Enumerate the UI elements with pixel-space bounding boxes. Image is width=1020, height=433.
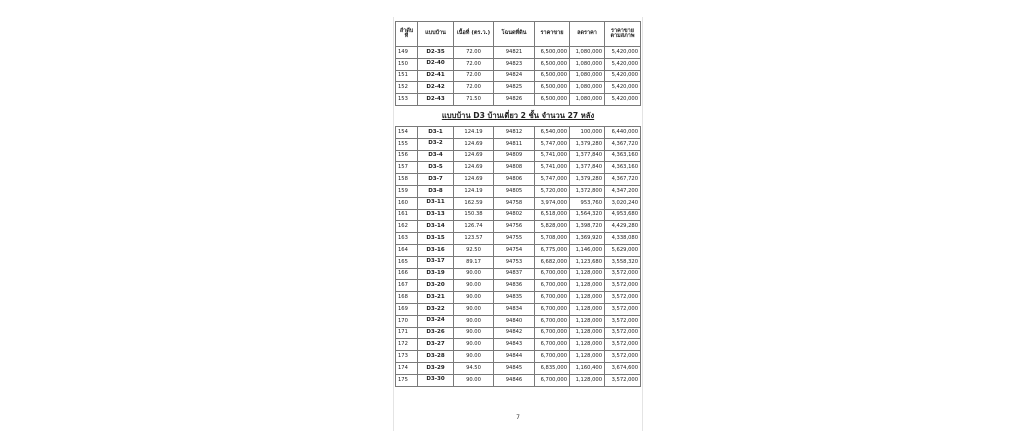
area-cell: 90.00 [454,351,494,363]
area-cell: 90.00 [454,280,494,292]
sale-price-cell: 3,572,000 [605,339,641,351]
area-cell: 90.00 [454,268,494,280]
deed-number-cell: 94824 [494,70,535,82]
house-model-cell: D2-41 [418,70,454,82]
price-cell: 6,700,000 [535,280,570,292]
discount-cell: 1,372,800 [570,185,605,197]
deed-number-cell: 94842 [494,327,535,339]
price-table [395,21,641,387]
house-model-cell: D3-17 [418,256,454,268]
area-cell: 71.50 [454,94,494,106]
row-index-cell: 164 [396,244,418,256]
sale-price-cell: 4,429,280 [605,221,641,233]
table-row [396,362,641,374]
deed-number-cell: 94806 [494,174,535,186]
area-cell: 90.00 [454,292,494,304]
sale-price-cell: 5,420,000 [605,47,641,59]
row-index-cell: 162 [396,221,418,233]
row-index-cell: 169 [396,303,418,315]
price-cell: 6,500,000 [535,94,570,106]
row-index-cell: 150 [396,58,418,70]
sale-price-cell: 5,420,000 [605,94,641,106]
price-cell: 6,700,000 [535,315,570,327]
area-cell: 124.19 [454,185,494,197]
header-cell: ราคาขาย [535,22,570,47]
house-model-cell: D3-22 [418,303,454,315]
area-cell: 150.38 [454,209,494,221]
price-cell: 5,741,000 [535,162,570,174]
discount-cell: 1,128,000 [570,327,605,339]
deed-number-cell: 94826 [494,94,535,106]
table-row [396,303,641,315]
table-row [396,47,641,59]
discount-cell: 1,128,000 [570,292,605,304]
price-cell: 5,747,000 [535,138,570,150]
price-cell: 5,741,000 [535,150,570,162]
price-cell: 6,500,000 [535,70,570,82]
deed-number-cell: 94754 [494,244,535,256]
sale-price-cell: 4,363,160 [605,150,641,162]
header-cell: โฉนดที่ดิน [494,22,535,47]
deed-number-cell: 94836 [494,280,535,292]
deed-number-cell: 94802 [494,209,535,221]
price-cell: 6,700,000 [535,327,570,339]
table-row [396,280,641,292]
discount-cell: 1,128,000 [570,351,605,363]
discount-cell: 1,080,000 [570,70,605,82]
area-cell: 162.59 [454,197,494,209]
table-row [396,233,641,245]
section-title: แบบบ้าน D3 บ้านเดี่ยว 2 ชั้น จำนวน 27 หลัง [441,111,595,121]
table-row [396,351,641,363]
sale-price-cell: 5,420,000 [605,82,641,94]
deed-number-cell: 94805 [494,185,535,197]
house-model-cell: D2-42 [418,82,454,94]
house-model-cell: D3-28 [418,351,454,363]
table-row [396,185,641,197]
house-model-cell: D3-1 [418,126,454,138]
house-model-cell: D3-11 [418,197,454,209]
header-cell: ลำดับที่ [396,22,418,47]
house-model-cell: D3-26 [418,327,454,339]
discount-cell: 1,123,680 [570,256,605,268]
header-cell: ลดราคา [570,22,605,47]
sale-price-cell: 5,420,000 [605,70,641,82]
deed-number-cell: 94840 [494,315,535,327]
row-index-cell: 163 [396,233,418,245]
discount-cell: 1,564,320 [570,209,605,221]
table-row [396,162,641,174]
price-cell: 6,700,000 [535,351,570,363]
table-header-row [396,22,641,47]
price-cell: 6,700,000 [535,374,570,386]
table-row [396,244,641,256]
table-row [396,221,641,233]
sale-price-cell: 3,572,000 [605,280,641,292]
house-model-cell: D2-43 [418,94,454,106]
area-cell: 72.00 [454,58,494,70]
price-cell: 6,775,000 [535,244,570,256]
price-cell: 6,540,000 [535,126,570,138]
area-cell: 94.50 [454,362,494,374]
sale-price-cell: 3,572,000 [605,374,641,386]
area-cell: 124.69 [454,138,494,150]
sale-price-cell: 3,572,000 [605,351,641,363]
price-cell: 6,700,000 [535,292,570,304]
table-row [396,174,641,186]
deed-number-cell: 94821 [494,47,535,59]
discount-cell: 1,080,000 [570,47,605,59]
table-row [396,138,641,150]
row-index-cell: 157 [396,162,418,174]
discount-cell: 1,128,000 [570,339,605,351]
area-cell: 90.00 [454,303,494,315]
deed-number-cell: 94755 [494,233,535,245]
row-index-cell: 156 [396,150,418,162]
deed-number-cell: 94811 [494,138,535,150]
table-row [396,82,641,94]
price-cell: 6,500,000 [535,82,570,94]
house-model-cell: D2-40 [418,58,454,70]
area-cell: 72.00 [454,82,494,94]
price-cell: 6,700,000 [535,339,570,351]
area-cell: 72.00 [454,70,494,82]
price-cell: 6,500,000 [535,47,570,59]
house-model-cell: D3-2 [418,138,454,150]
row-index-cell: 151 [396,70,418,82]
price-cell: 5,720,000 [535,185,570,197]
table-row [396,256,641,268]
price-cell: 6,700,000 [535,303,570,315]
sale-price-cell: 4,338,080 [605,233,641,245]
table-row [396,209,641,221]
discount-cell: 1,128,000 [570,268,605,280]
area-cell: 90.00 [454,374,494,386]
area-cell: 124.69 [454,162,494,174]
page-number: 7 [516,414,520,421]
deed-number-cell: 94753 [494,256,535,268]
area-cell: 92.50 [454,244,494,256]
row-index-cell: 174 [396,362,418,374]
row-index-cell: 159 [396,185,418,197]
sale-price-cell: 3,572,000 [605,292,641,304]
deed-number-cell: 94756 [494,221,535,233]
deed-number-cell: 94835 [494,292,535,304]
house-model-cell: D3-21 [418,292,454,304]
area-cell: 89.17 [454,256,494,268]
document-page [393,17,643,431]
row-index-cell: 149 [396,47,418,59]
row-index-cell: 154 [396,126,418,138]
row-index-cell: 165 [396,256,418,268]
table-row [396,315,641,327]
price-cell: 5,708,000 [535,233,570,245]
discount-cell: 1,128,000 [570,280,605,292]
deed-number-cell: 94808 [494,162,535,174]
price-cell: 6,835,000 [535,362,570,374]
deed-number-cell: 94823 [494,58,535,70]
row-index-cell: 171 [396,327,418,339]
price-cell: 5,828,000 [535,221,570,233]
row-index-cell: 161 [396,209,418,221]
deed-number-cell: 94834 [494,303,535,315]
table-row [396,58,641,70]
house-model-cell: D3-4 [418,150,454,162]
deed-number-cell: 94825 [494,82,535,94]
house-model-cell: D3-7 [418,174,454,186]
house-model-cell: D3-8 [418,185,454,197]
house-model-cell: D3-29 [418,362,454,374]
house-model-cell: D3-20 [418,280,454,292]
sale-price-cell: 4,953,680 [605,209,641,221]
area-cell: 90.00 [454,327,494,339]
sale-price-cell: 5,629,000 [605,244,641,256]
discount-cell: 1,379,280 [570,174,605,186]
discount-cell: 1,080,000 [570,94,605,106]
sale-price-cell: 3,572,000 [605,268,641,280]
discount-cell: 1,128,000 [570,303,605,315]
sale-price-cell: 4,347,200 [605,185,641,197]
header-cell: ราคาขาย ตามสภาพ [605,22,641,47]
table-row [396,126,641,138]
deed-number-cell: 94844 [494,351,535,363]
table-row [396,70,641,82]
house-model-cell: D3-24 [418,315,454,327]
deed-number-cell: 94843 [494,339,535,351]
row-index-cell: 160 [396,197,418,209]
area-cell: 124.19 [454,126,494,138]
deed-number-cell: 94809 [494,150,535,162]
discount-cell: 1,128,000 [570,374,605,386]
row-index-cell: 175 [396,374,418,386]
table-row [396,339,641,351]
sale-price-cell: 4,363,160 [605,162,641,174]
sale-price-cell: 3,558,320 [605,256,641,268]
table-row [396,94,641,106]
header-cell: เนื้อที่ (ตร.ว.) [454,22,494,47]
table-row [396,150,641,162]
house-model-cell: D2-35 [418,47,454,59]
row-index-cell: 158 [396,174,418,186]
discount-cell: 1,146,000 [570,244,605,256]
house-model-cell: D3-19 [418,268,454,280]
area-cell: 123.57 [454,233,494,245]
deed-number-cell: 94812 [494,126,535,138]
table-row [396,327,641,339]
header-cell: แบบบ้าน [418,22,454,47]
deed-number-cell: 94845 [494,362,535,374]
row-index-cell: 153 [396,94,418,106]
row-index-cell: 152 [396,82,418,94]
price-cell: 6,500,000 [535,58,570,70]
row-index-cell: 155 [396,138,418,150]
house-model-cell: D3-14 [418,221,454,233]
house-model-cell: D3-13 [418,209,454,221]
area-cell: 126.74 [454,221,494,233]
row-index-cell: 173 [396,351,418,363]
deed-number-cell: 94837 [494,268,535,280]
price-cell: 3,974,000 [535,197,570,209]
sale-price-cell: 3,572,000 [605,303,641,315]
area-cell: 72.00 [454,47,494,59]
area-cell: 124.69 [454,174,494,186]
house-model-cell: D3-5 [418,162,454,174]
row-index-cell: 166 [396,268,418,280]
sale-price-cell: 4,367,720 [605,138,641,150]
sale-price-cell: 4,367,720 [605,174,641,186]
discount-cell: 1,080,000 [570,58,605,70]
area-cell: 124.69 [454,150,494,162]
sale-price-cell: 5,420,000 [605,58,641,70]
price-cell: 6,518,000 [535,209,570,221]
discount-cell: 1,379,280 [570,138,605,150]
table-row [396,268,641,280]
sale-price-cell: 6,440,000 [605,126,641,138]
section-title-row [396,105,641,126]
house-model-cell: D3-27 [418,339,454,351]
deed-number-cell: 94758 [494,197,535,209]
table-row [396,197,641,209]
sale-price-cell: 3,572,000 [605,315,641,327]
price-cell: 6,700,000 [535,268,570,280]
row-index-cell: 168 [396,292,418,304]
discount-cell: 1,160,400 [570,362,605,374]
row-index-cell: 167 [396,280,418,292]
discount-cell: 953,760 [570,197,605,209]
discount-cell: 1,377,840 [570,162,605,174]
discount-cell: 1,080,000 [570,82,605,94]
table-row [396,374,641,386]
house-model-cell: D3-30 [418,374,454,386]
area-cell: 90.00 [454,339,494,351]
discount-cell: 1,377,840 [570,150,605,162]
price-cell: 6,682,000 [535,256,570,268]
discount-cell: 1,398,720 [570,221,605,233]
row-index-cell: 172 [396,339,418,351]
deed-number-cell: 94846 [494,374,535,386]
sale-price-cell: 3,572,000 [605,327,641,339]
sale-price-cell: 3,674,600 [605,362,641,374]
row-index-cell: 170 [396,315,418,327]
discount-cell: 100,000 [570,126,605,138]
discount-cell: 1,369,920 [570,233,605,245]
house-model-cell: D3-16 [418,244,454,256]
house-model-cell: D3-15 [418,233,454,245]
price-cell: 5,747,000 [535,174,570,186]
sale-price-cell: 3,020,240 [605,197,641,209]
area-cell: 90.00 [454,315,494,327]
discount-cell: 1,128,000 [570,315,605,327]
table-row [396,292,641,304]
